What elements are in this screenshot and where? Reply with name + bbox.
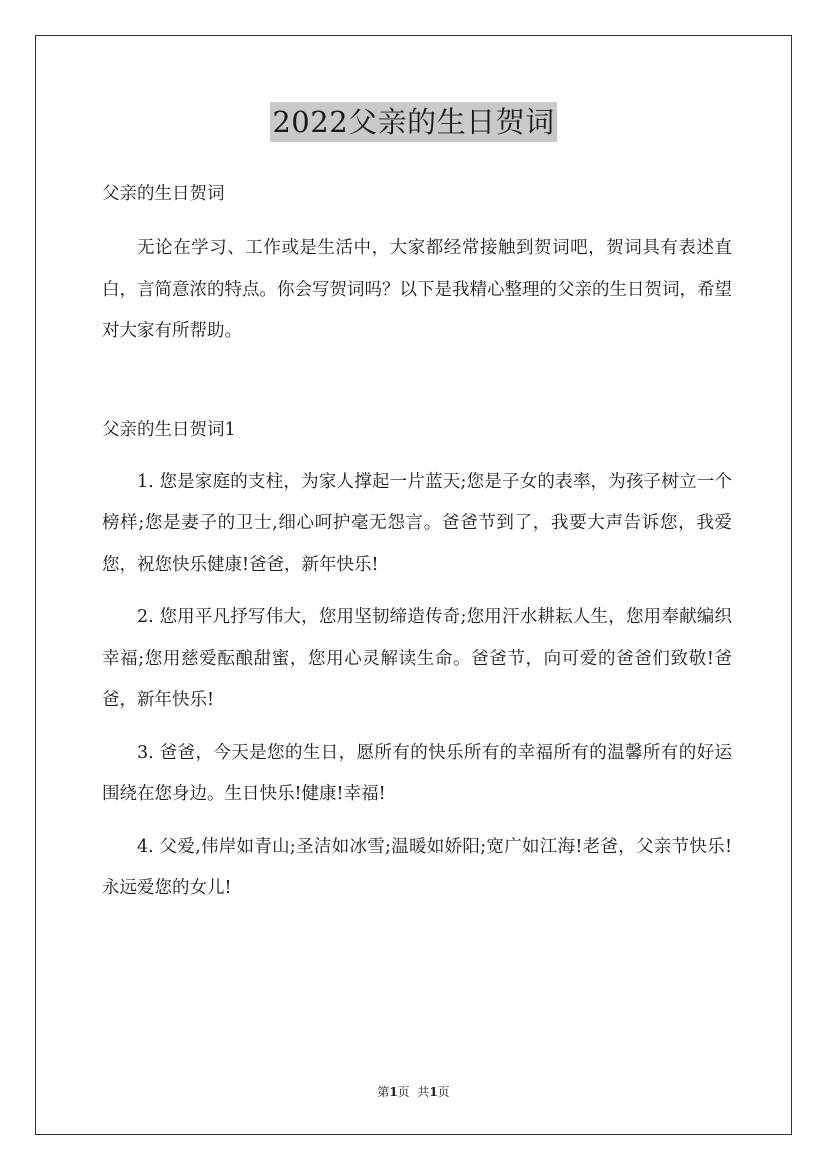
footer-mid: 页 共 [397,1085,430,1099]
section-heading: 父亲的生日贺词1 [102,419,236,440]
document-body [102,172,732,910]
list-item: 1. 您是家庭的支柱，为家人撑起一片蓝天;您是子女的表率，为孩子树立一个榜样;您是妻子的卫士,细心呵护毫无怨言。爸爸节到了，我要大声告诉您，我爱您，祝您快乐健康!爸爸，新年快乐! [102,471,732,575]
intro-paragraph: 无论在学习、工作或是生活中，大家都经常接触到贺词吧，贺词具有表述直白，言简意浓的特点。你会写贺词吗？以下是我精心整理的父亲的生日贺词，希望对大家有所帮助。 [102,238,732,341]
title-wrap [0,102,827,142]
document-title: 2022父亲的生日贺词 [270,102,556,142]
footer-page-total: 1 [429,1085,438,1099]
footer-page-current: 1 [389,1085,398,1099]
list-item: 2. 您用平凡抒写伟大，您用坚韧缔造传奇;您用汗水耕耘人生，您用奉献编织幸福;您用慈爱酝酿甜蜜，您用心灵解读生命。爸爸节，向可爱的爸爸们致敬!爸爸，新年快乐! [102,607,732,710]
page-footer [0,1083,827,1101]
footer-prefix: 第 [377,1085,390,1099]
intro-heading: 父亲的生日贺词 [102,184,225,204]
list-item: 4. 父爱,伟岸如青山;圣洁如冰雪;温暖如娇阳;宽广如江海!老爸，父亲节快乐!永远爱您的女儿! [102,836,732,898]
list-item: 3. 爸爸，今天是您的生日，愿所有的快乐所有的幸福所有的温馨所有的好运围绕在您身边。生日快乐!健康!幸福! [102,742,732,804]
footer-suffix: 页 [437,1085,450,1099]
